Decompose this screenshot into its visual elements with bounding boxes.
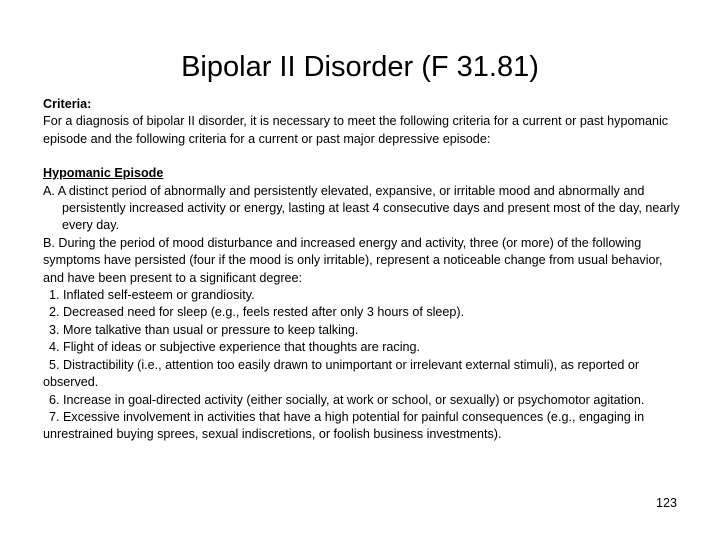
symptom-item-4: 4. Flight of ideas or subjective experience that thoughts are racing. [49,340,421,355]
section-heading-hypomanic-episode: Hypomanic Episode [43,166,164,181]
slide-number: 123 [655,496,677,510]
symptom-item-6: 6. Increase in goal-directed activity (either socially, at work or school, or sexually) or psychomotor agitation. [49,392,645,407]
symptom-item-2: 2. Decreased need for sleep (e.g., feels rested after only 3 hours of sleep). [49,305,465,320]
symptom-item-7: 7. Excessive involvement in activities that have a high potential for painful consequences (e.g., engaging in unrestrained buying sprees, sexual indiscretions, or foolish business investments). [43,409,645,442]
criterion-b: B. During the period of mood disturbance and increased energy and activity, three (or more) of the following symptoms have persisted (four if the mood is only irritable), represent a noticeable change from usual behavior, and have been present to a significant degree: [43,235,663,285]
symptom-item-1: 1. Inflated self-esteem or grandiosity. [49,288,255,303]
slide-body [43,96,683,444]
paragraph-spacer [43,148,683,165]
criteria-label: Criteria: [43,97,92,111]
intro-paragraph: For a diagnosis of bipolar II disorder, it is necessary to meet the following criteria for a current or past hypomanic episode and the following criteria for a current or past major depressive episode: [43,114,669,146]
criterion-a: A. A distinct period of abnormally and persistently elevated, expansive, or irritable mood and abnormally and persistently increased activity or energy, lasting at least 4 consecutive days and present most of the day, nearly every day. [43,183,680,233]
slide-title: Bipolar II Disorder (F 31.81) [181,51,539,83]
symptom-item-5: 5. Distractibility (i.e., attention too easily drawn to unimportant or irrelevant external stimuli), as reported or observed. [43,357,640,390]
symptom-item-3: 3. More talkative than usual or pressure to keep talking. [49,322,359,337]
